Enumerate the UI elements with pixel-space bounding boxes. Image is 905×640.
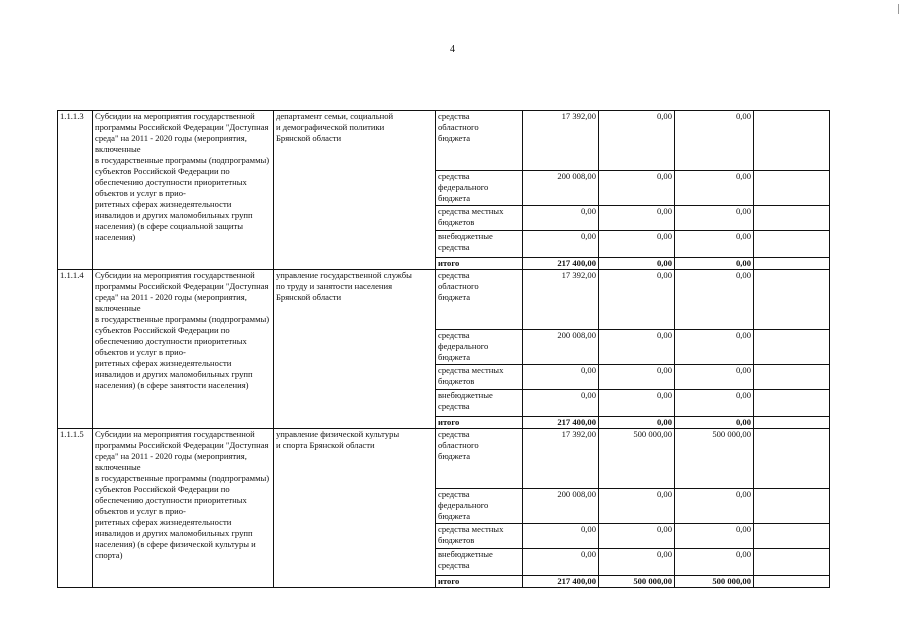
amount-year-1: 0,00 xyxy=(523,231,599,258)
amount-year-1: 17 392,00 xyxy=(523,429,599,489)
empty-cell xyxy=(754,429,830,489)
funding-source: средства федерального бюджета xyxy=(436,330,523,365)
amount-year-1: 0,00 xyxy=(523,524,599,549)
amount-year-3: 0,00 xyxy=(675,390,754,417)
amount-year-1: 17 392,00 xyxy=(523,270,599,330)
amount-year-2: 0,00 xyxy=(599,231,675,258)
amount-year-2: 0,00 xyxy=(599,489,675,524)
item-code: 1.1.1.4 xyxy=(58,270,93,429)
item-description: Субсидии на мероприятия государственной программы Российской Федерации "Доступная среда" на 2011 - 2020 годы (мероприятия, включенные в государственные программы (подпрограммы) субъектов Российской Федерации по обеспечению доступности приоритетных объектов и услуг в прио- ритетных сферах жизнедеятельности инвалидов и других маломобильных групп населения) (в сфере социальной защиты населения) xyxy=(93,111,274,270)
amount-year-2: 0,00 xyxy=(599,549,675,576)
funding-source: внебюджетные средства xyxy=(436,390,523,417)
amount-year-3: 0,00 xyxy=(675,524,754,549)
funding-source: средства местных бюджетов xyxy=(436,524,523,549)
amount-year-3: 0,00 xyxy=(675,417,754,429)
amount-year-3: 0,00 xyxy=(675,365,754,390)
amount-year-2: 0,00 xyxy=(599,524,675,549)
amount-year-1: 200 008,00 xyxy=(523,330,599,365)
item-description: Субсидии на мероприятия государственной программы Российской Федерации "Доступная среда" на 2011 - 2020 годы (мероприятия, включенные в государственные программы (подпрограммы) субъектов Российской Федерации по обеспечению доступности приоритетных объектов и услуг в прио- ритетных сферах жизнедеятельности инвалидов и других маломобильных групп населения) (в сфере занятости населения) xyxy=(93,270,274,429)
empty-cell xyxy=(754,524,830,549)
amount-year-3: 0,00 xyxy=(675,330,754,365)
empty-cell xyxy=(754,231,830,258)
funding-source: средства местных бюджетов xyxy=(436,206,523,231)
empty-cell xyxy=(754,365,830,390)
amount-year-3: 0,00 xyxy=(675,111,754,171)
amount-year-2: 0,00 xyxy=(599,171,675,206)
amount-year-3: 0,00 xyxy=(675,171,754,206)
item-executor: управление государственной службы по труду и занятости населения Брянской области xyxy=(274,270,436,429)
funding-source: средства областного бюджета xyxy=(436,270,523,330)
amount-year-1: 200 008,00 xyxy=(523,171,599,206)
empty-cell xyxy=(754,258,830,270)
amount-year-2: 0,00 xyxy=(599,206,675,231)
item-executor: управление физической культуры и спорта Брянской области xyxy=(274,429,436,588)
amount-year-3: 0,00 xyxy=(675,258,754,270)
amount-year-1: 0,00 xyxy=(523,206,599,231)
empty-cell xyxy=(754,330,830,365)
empty-cell xyxy=(754,171,830,206)
amount-year-3: 0,00 xyxy=(675,206,754,231)
amount-year-3: 500 000,00 xyxy=(675,429,754,489)
amount-year-2: 0,00 xyxy=(599,417,675,429)
empty-cell xyxy=(754,111,830,171)
amount-year-2: 0,00 xyxy=(599,270,675,330)
amount-year-2: 0,00 xyxy=(599,111,675,171)
amount-year-3: 0,00 xyxy=(675,270,754,330)
amount-year-2: 0,00 xyxy=(599,258,675,270)
empty-cell xyxy=(754,390,830,417)
amount-year-1: 17 392,00 xyxy=(523,111,599,171)
empty-cell xyxy=(754,206,830,231)
empty-cell xyxy=(754,489,830,524)
funding-source: итого xyxy=(436,576,523,588)
amount-year-1: 0,00 xyxy=(523,390,599,417)
item-executor: департамент семьи, социальной и демографической политики Брянской области xyxy=(274,111,436,270)
amount-year-2: 0,00 xyxy=(599,330,675,365)
funding-source: внебюджетные средства xyxy=(436,231,523,258)
amount-year-2: 500 000,00 xyxy=(599,576,675,588)
empty-cell xyxy=(754,270,830,330)
table-row xyxy=(58,429,830,489)
amount-year-1: 217 400,00 xyxy=(523,576,599,588)
item-code: 1.1.1.3 xyxy=(58,111,93,270)
funding-source: средства федерального бюджета xyxy=(436,171,523,206)
amount-year-1: 217 400,00 xyxy=(523,258,599,270)
funding-source: средства областного бюджета xyxy=(436,111,523,171)
empty-cell xyxy=(754,549,830,576)
amount-year-3: 500 000,00 xyxy=(675,576,754,588)
page-number: 4 xyxy=(450,44,455,55)
funding-source: средства федерального бюджета xyxy=(436,489,523,524)
scan-edge-mark xyxy=(898,4,899,14)
amount-year-2: 0,00 xyxy=(599,365,675,390)
amount-year-3: 0,00 xyxy=(675,549,754,576)
amount-year-1: 200 008,00 xyxy=(523,489,599,524)
funding-source: итого xyxy=(436,258,523,270)
amount-year-3: 0,00 xyxy=(675,489,754,524)
budget-table xyxy=(57,110,830,588)
amount-year-1: 0,00 xyxy=(523,549,599,576)
empty-cell xyxy=(754,417,830,429)
funding-source: итого xyxy=(436,417,523,429)
amount-year-2: 0,00 xyxy=(599,390,675,417)
amount-year-2: 500 000,00 xyxy=(599,429,675,489)
funding-source: средства местных бюджетов xyxy=(436,365,523,390)
table-row xyxy=(58,111,830,171)
empty-cell xyxy=(754,576,830,588)
amount-year-3: 0,00 xyxy=(675,231,754,258)
table-row xyxy=(58,270,830,330)
funding-source: внебюджетные средства xyxy=(436,549,523,576)
amount-year-1: 0,00 xyxy=(523,365,599,390)
item-code: 1.1.1.5 xyxy=(58,429,93,588)
amount-year-1: 217 400,00 xyxy=(523,417,599,429)
funding-source: средства областного бюджета xyxy=(436,429,523,489)
item-description: Субсидии на мероприятия государственной программы Российской Федерации "Доступная среда" на 2011 - 2020 годы (мероприятия, включенные в государственные программы (подпрограммы) субъектов Российской Федерации по обеспечению доступности приоритетных объектов и услуг в прио- ритетных сферах жизнедеятельности инвалидов и других маломобильных групп населения) (в сфере физической культуры и спорта) xyxy=(93,429,274,588)
